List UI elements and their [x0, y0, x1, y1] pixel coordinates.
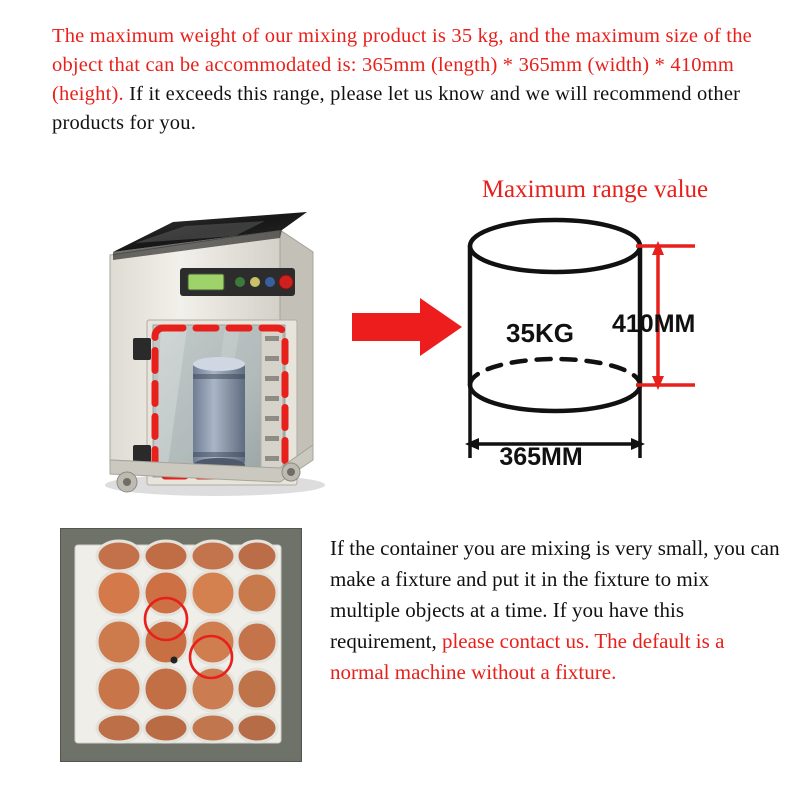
- diagram-title: Maximum range value: [481, 176, 709, 203]
- top-paragraph-black-text: If it exceeds this range, please let us know and we will recommend other products for you.: [52, 83, 741, 134]
- top-paragraph: [52, 22, 762, 138]
- top-paragraph-red-text: The maximum weight of our mixing product is 35 kg, and the maximum size of the object that can be accommodated is: 365mm (length) * 365mm (width) * 410mm (height).: [52, 25, 752, 105]
- bottom-paragraph-contact-text: please contact us.: [441, 629, 590, 653]
- weight-label: 35KG: [506, 318, 574, 348]
- width-label: 365MM: [499, 443, 583, 471]
- height-label: 410MM: [612, 310, 696, 338]
- mixing-machine-photo: [75, 160, 345, 500]
- bottom-paragraph-black-text: If the container you are mixing is very small, you can make a fixture and put it in the fixture to mix multiple objects at a time. If you have this requirement,: [330, 536, 780, 653]
- bottom-paragraph: [330, 533, 780, 688]
- fixture-tray-photo: [60, 528, 302, 762]
- bottom-paragraph-default-text: The default is a normal machine without a fixture.: [330, 629, 725, 684]
